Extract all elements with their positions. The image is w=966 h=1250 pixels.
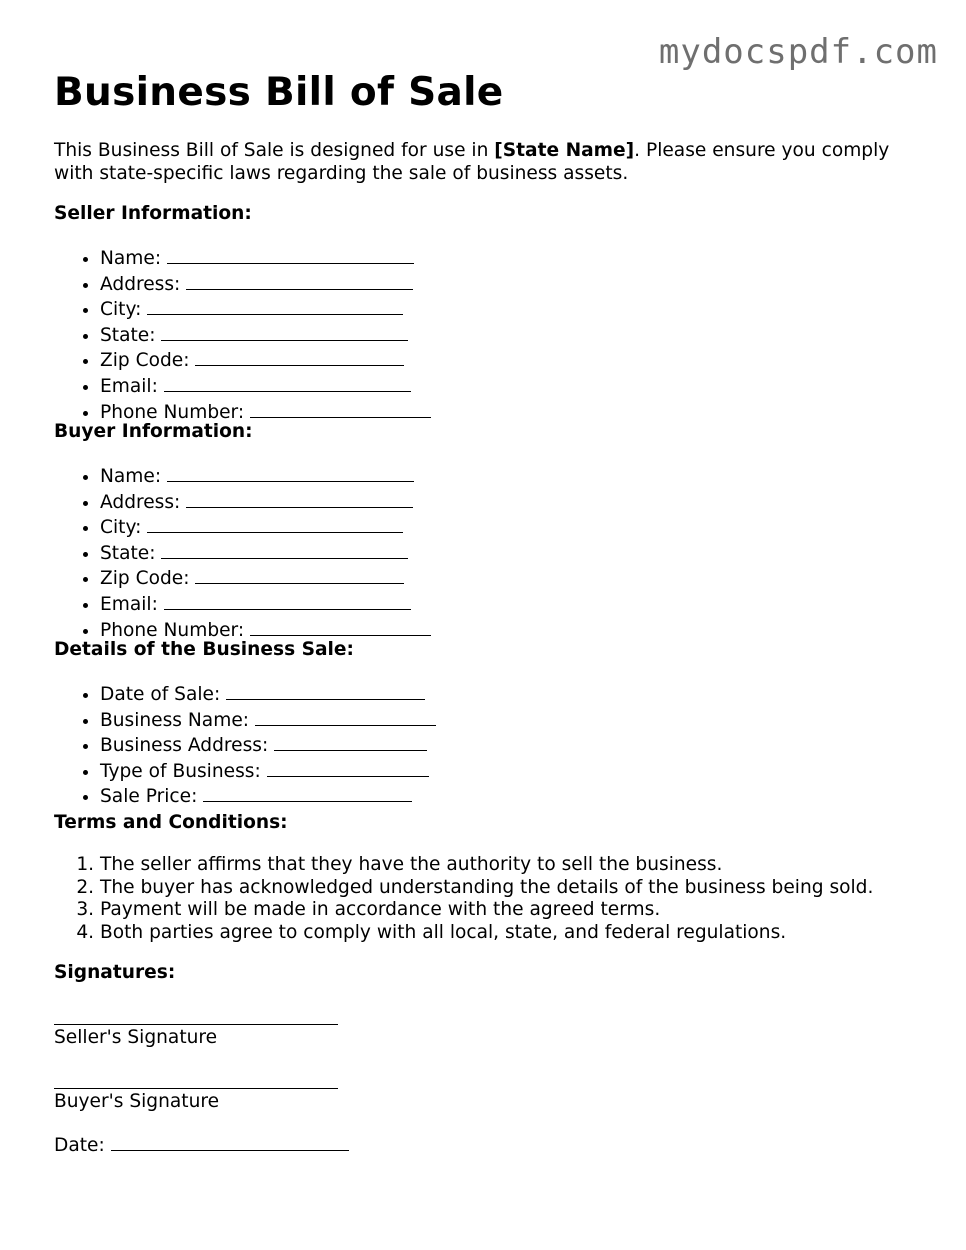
buyer-field-address bbox=[100, 489, 431, 515]
email-blank[interactable] bbox=[164, 373, 411, 392]
field-label: Sale Price: bbox=[100, 786, 198, 808]
seller-field-city bbox=[100, 296, 431, 322]
field-label: Email: bbox=[100, 593, 158, 615]
field-label: Type of Business: bbox=[100, 760, 261, 782]
city-blank[interactable] bbox=[147, 514, 403, 533]
watermark: mydocspdf.com bbox=[658, 32, 938, 72]
field-label: City: bbox=[100, 299, 142, 321]
field-label: Business Name: bbox=[100, 709, 250, 731]
buyer-heading: Buyer Information: bbox=[54, 421, 253, 442]
intro-text-after: . Please ensure you comply with state-specific laws regarding the sale of business assets. bbox=[54, 140, 890, 184]
field-label: Zip Code: bbox=[100, 350, 190, 372]
terms-list bbox=[54, 854, 873, 944]
terms-heading: Terms and Conditions: bbox=[54, 812, 288, 833]
date-of-sale-blank[interactable] bbox=[226, 681, 425, 700]
email-blank[interactable] bbox=[164, 591, 411, 610]
terms-item: 2. The buyer has acknowledged understanding the details of the business being sold. bbox=[100, 877, 873, 900]
field-label: Phone Number: bbox=[100, 401, 245, 423]
terms-item: 3. Payment will be made in accordance with the agreed terms. bbox=[100, 899, 873, 922]
field-label: Phone Number: bbox=[100, 619, 245, 641]
field-label: State: bbox=[100, 324, 156, 346]
buyer-field-email bbox=[100, 591, 431, 617]
phone-blank[interactable] bbox=[250, 617, 431, 636]
business-type-blank[interactable] bbox=[267, 758, 429, 777]
name-blank[interactable] bbox=[167, 245, 414, 264]
sale-price-blank[interactable] bbox=[203, 783, 412, 802]
details-field-date bbox=[100, 681, 436, 707]
seller-signature-line[interactable] bbox=[54, 1024, 338, 1025]
field-label: Business Address: bbox=[100, 735, 269, 757]
phone-blank[interactable] bbox=[250, 399, 431, 418]
page-title: Business Bill of Sale bbox=[54, 70, 504, 115]
seller-heading: Seller Information: bbox=[54, 203, 252, 224]
signature-date-blank[interactable] bbox=[111, 1132, 349, 1151]
field-label: Email: bbox=[100, 375, 158, 397]
seller-field-zip bbox=[100, 347, 431, 373]
field-label: Name: bbox=[100, 466, 162, 487]
intro-text-before: This Business Bill of Sale is designed for use in bbox=[54, 140, 495, 161]
details-field-business-type bbox=[100, 758, 436, 784]
zip-blank[interactable] bbox=[195, 347, 404, 366]
state-blank[interactable] bbox=[161, 322, 408, 341]
field-label: Name: bbox=[100, 248, 162, 269]
signatures-heading: Signatures: bbox=[54, 962, 176, 983]
state-name-placeholder: [State Name] bbox=[494, 140, 635, 161]
buyer-signature-label: Buyer's Signature bbox=[54, 1091, 220, 1112]
field-label: Address: bbox=[100, 273, 181, 295]
business-address-blank[interactable] bbox=[274, 732, 427, 751]
seller-field-email bbox=[100, 373, 431, 399]
buyer-field-name bbox=[100, 463, 431, 489]
details-field-business-name bbox=[100, 707, 436, 733]
details-field-business-address bbox=[100, 732, 436, 758]
seller-field-name bbox=[100, 245, 431, 271]
buyer-field-list bbox=[54, 463, 431, 642]
details-field-list bbox=[54, 681, 436, 809]
seller-field-address bbox=[100, 271, 431, 297]
terms-item: 1. The seller affirms that they have the authority to sell the business. bbox=[100, 854, 873, 877]
address-blank[interactable] bbox=[186, 489, 413, 508]
field-label: Address: bbox=[100, 491, 181, 513]
business-name-blank[interactable] bbox=[255, 707, 436, 726]
zip-blank[interactable] bbox=[195, 565, 404, 584]
name-blank[interactable] bbox=[167, 463, 414, 482]
details-heading: Details of the Business Sale: bbox=[54, 639, 354, 660]
field-label: Date of Sale: bbox=[100, 684, 221, 705]
date-label: Date: bbox=[54, 1135, 105, 1156]
details-field-sale-price bbox=[100, 783, 436, 809]
address-blank[interactable] bbox=[186, 271, 413, 290]
seller-field-state bbox=[100, 322, 431, 348]
buyer-field-city bbox=[100, 514, 431, 540]
field-label: State: bbox=[100, 542, 156, 564]
seller-signature-label: Seller's Signature bbox=[54, 1027, 218, 1048]
state-blank[interactable] bbox=[161, 540, 408, 559]
city-blank[interactable] bbox=[147, 296, 403, 315]
signature-date-field bbox=[54, 1132, 349, 1158]
buyer-signature-line[interactable] bbox=[54, 1088, 338, 1089]
field-label: Zip Code: bbox=[100, 568, 190, 590]
field-label: City: bbox=[100, 517, 142, 539]
seller-field-list bbox=[54, 245, 431, 424]
buyer-field-zip bbox=[100, 565, 431, 591]
intro-paragraph bbox=[54, 140, 914, 185]
terms-item: 4. Both parties agree to comply with all local, state, and federal regulations. bbox=[100, 922, 873, 945]
buyer-field-state bbox=[100, 540, 431, 566]
